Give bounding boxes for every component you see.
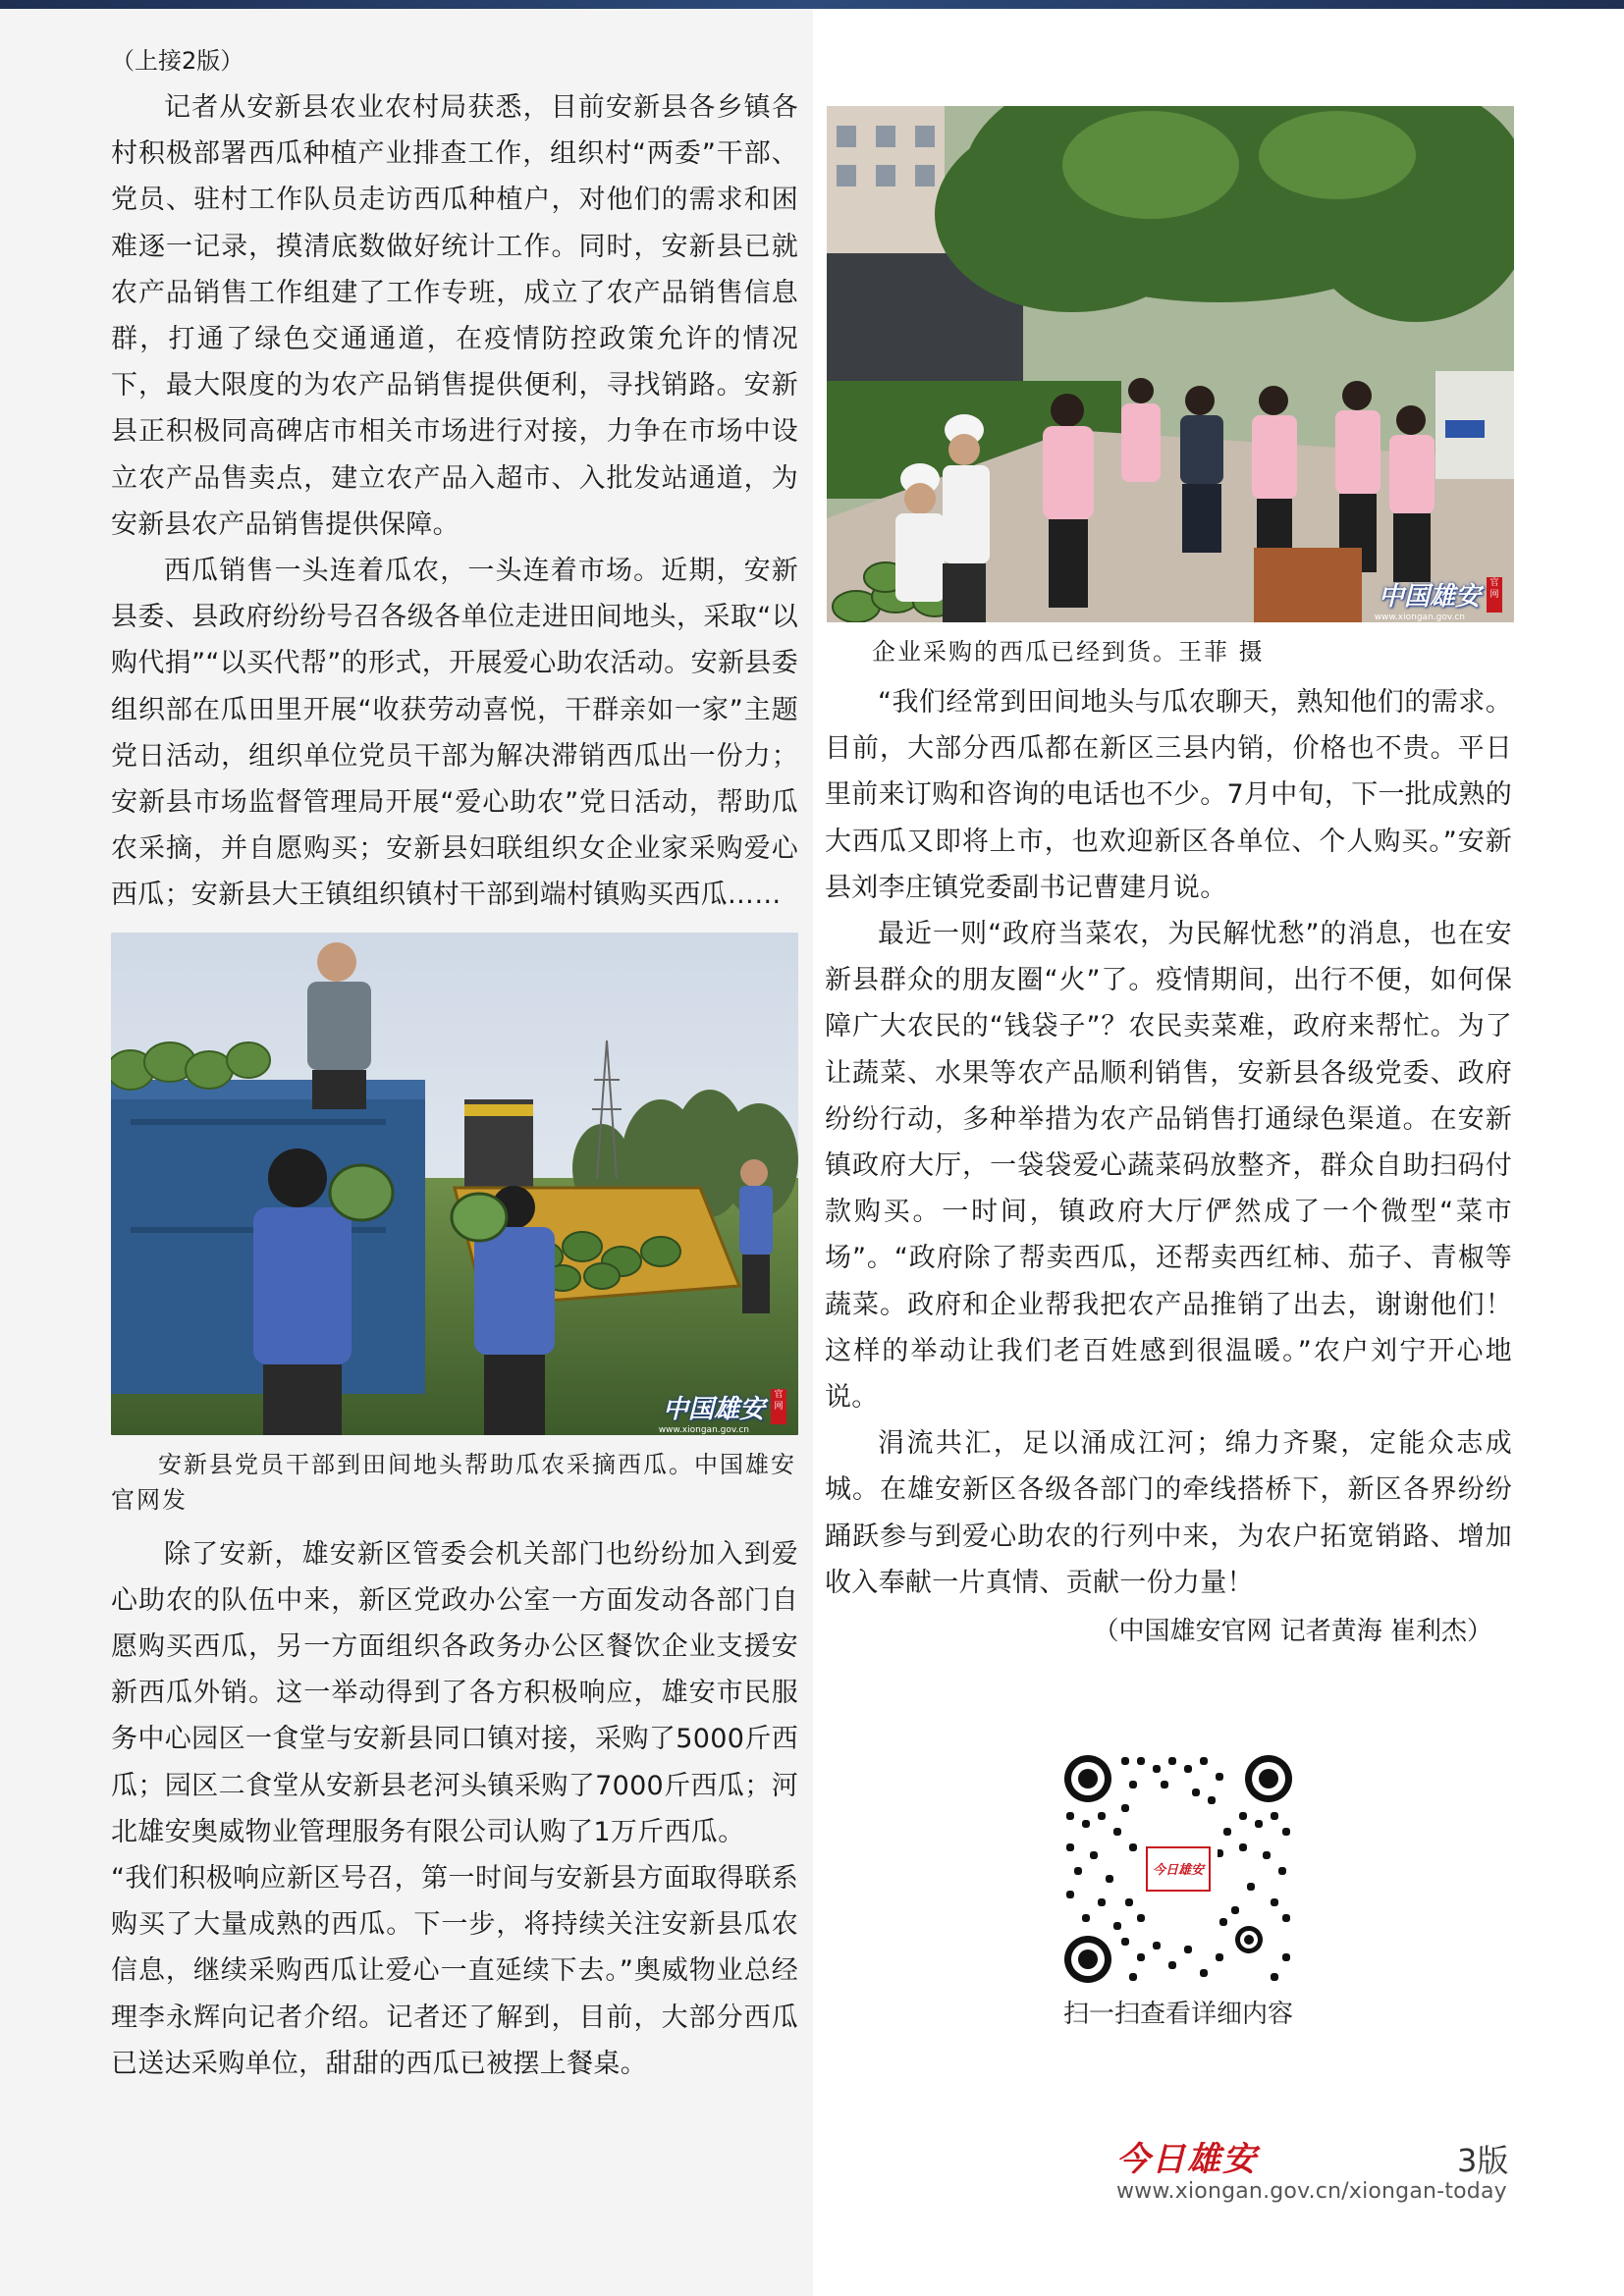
footer-url[interactable]: www.xiongan.gov.cn/xiongan-today <box>1116 2179 1507 2204</box>
article-paragraph: 记者从安新县农业农村局获悉，目前安新县各乡镇各村积极部署西瓜种植产业排查工作，组织村“两委”干部、党员、驻村工作队员走访西瓜种植户，对他们的需求和困难逐一记录，摸清底数做好统计工作。同时，安新县已就农产品销售工作组建了工作专班，成立了农产品销售信息群，打通了绿色交通通道，在疫情防控政策允许的情况下，最大限度的为农产品销售提供便利，寻找销路。安新县正积极同高碑店市相关市场进行对接，力争在市场中设立农产品售卖点，建立农产品入超市、入批发站通道，为安新县农产品销售提供保障。 <box>111 92 798 540</box>
left-column <box>111 43 798 2087</box>
photo-watermark <box>1374 576 1502 622</box>
page-number: 3版 <box>1457 2142 1509 2179</box>
right-column <box>825 106 1512 1653</box>
photo-caption-company: 企业采购的西瓜已经到货。王菲 摄 <box>872 638 1265 666</box>
watermark-text: 中国雄安 <box>1378 582 1481 612</box>
photo-field-harvest-image <box>111 933 798 1435</box>
photo-watermark <box>658 1389 786 1435</box>
qr-code-block <box>1060 1751 1296 2032</box>
watermark-url: www.xiongan.gov.cn <box>1374 613 1465 622</box>
article-paragraph: 西瓜销售一头连着瓜农，一头连着市场。近期，安新县委、县政府纷纷号召各级各单位走进田间地头，采取“以购代捐”“以买代帮”的形式，开展爱心助农活动。安新县委组织部在瓜田里开展“收获劳动喜悦，干群亲如一家”主题党日活动，组织单位党员干部为解决滞销西瓜出一份力；安新县市场监督管理局开展“爱心助农”党日活动，帮助瓜农采摘，并自愿购买；安新县妇联组织女企业家采购爱心西瓜；安新县大王镇组织镇村干部到端村镇购买西瓜…… <box>111 556 798 911</box>
article-paragraph: 除了安新，雄安新区管委会机关部门也纷纷加入到爱心助农的队伍中来，新区党政办公室一方面发动各部门自愿购买西瓜，另一方面组织各政务办公区餐饮企业支援安新西瓜外销。这一举动得到了各方积极响应，雄安市民服务中心园区一食堂与安新县同口镇对接，采购了5000斤西瓜；园区二食堂从安新县老河头镇采购了7000斤西瓜；河北雄安奥威物业管理服务有限公司认购了1万斤西瓜。 <box>111 1538 798 1847</box>
article-paragraph: 涓流共汇，足以涌成江河；绵力齐聚，定能众志成城。在雄安新区各级各部门的牵线搭桥下，新区各界纷纷踊跃参与到爱心助农的行列中来，为农户拓宽销路、增加收入奉献一片真情、贡献一份力量！ <box>825 1428 1512 1598</box>
watermark-seal: 官网 <box>771 1389 786 1424</box>
top-accent-bar <box>0 0 1624 9</box>
photo-company-purchase-image <box>827 106 1514 622</box>
article-paragraph: “我们经常到田间地头与瓜农聊天，熟知他们的需求。目前，大部分西瓜都在新区三县内销，价格也不贵。平日里前来订购和咨询的电话也不少。7月中旬，下一批成熟的大西瓜又即将上市，也欢迎新区各单位、个人购买。”安新县刘李庄镇党委副书记曹建月说。 <box>825 687 1512 903</box>
continuation-note: （上接2版） <box>111 47 244 75</box>
qr-code[interactable] <box>1060 1751 1296 1987</box>
photo-field-harvest <box>111 933 798 1435</box>
watermark-text: 中国雄安 <box>662 1394 765 1424</box>
photo-company-purchase <box>827 106 1514 622</box>
photo-caption-field: 安新县党员干部到田间地头帮助瓜农采摘西瓜。中国雄安官网发 <box>111 1450 796 1514</box>
article-byline: （中国雄安官网 记者黄海 崔利杰） <box>1093 1617 1492 1647</box>
qr-center-logo: 今日雄安 <box>1152 1863 1205 1878</box>
watermark-seal: 官网 <box>1487 577 1502 613</box>
watermark-url: www.xiongan.gov.cn <box>658 1424 749 1435</box>
article-paragraph: 最近一则“政府当菜农，为民解忧愁”的消息，也在安新县群众的朋友圈“火”了。疫情期间，出行不便，如何保障广大农民的“钱袋子”？农民卖菜难，政府来帮忙。为了让蔬菜、水果等农产品顺利销售，安新县各级党委、政府纷纷行动，多种举措为农产品销售打通绿色渠道。在安新镇政府大厅，一袋袋爱心蔬菜码放整齐，群众自助扫码付款购买。一时间，镇政府大厅俨然成了一个微型“菜市场”。“政府除了帮卖西瓜，还帮卖西红柿、茄子、青椒等蔬菜。政府和企业帮我把农产品推销了出去，谢谢他们！这样的举动让我们老百姓感到很温暖。”农户刘宁开心地说。 <box>825 919 1512 1414</box>
footer-brand-logo: 今日雄安 <box>1116 2140 1258 2179</box>
article-paragraph: “我们积极响应新区号召，第一时间与安新县方面取得联系购买了大量成熟的西瓜。下一步，将持续关注安新县瓜农信息，继续采购西瓜让爱心一直延续下去。”奥威物业总经理李永辉向记者介绍。记者还了解到，目前，大部分西瓜已送达采购单位，甜甜的西瓜已被摆上餐桌。 <box>111 1863 798 2079</box>
qr-label: 扫一扫查看详细内容 <box>1062 2000 1293 2029</box>
